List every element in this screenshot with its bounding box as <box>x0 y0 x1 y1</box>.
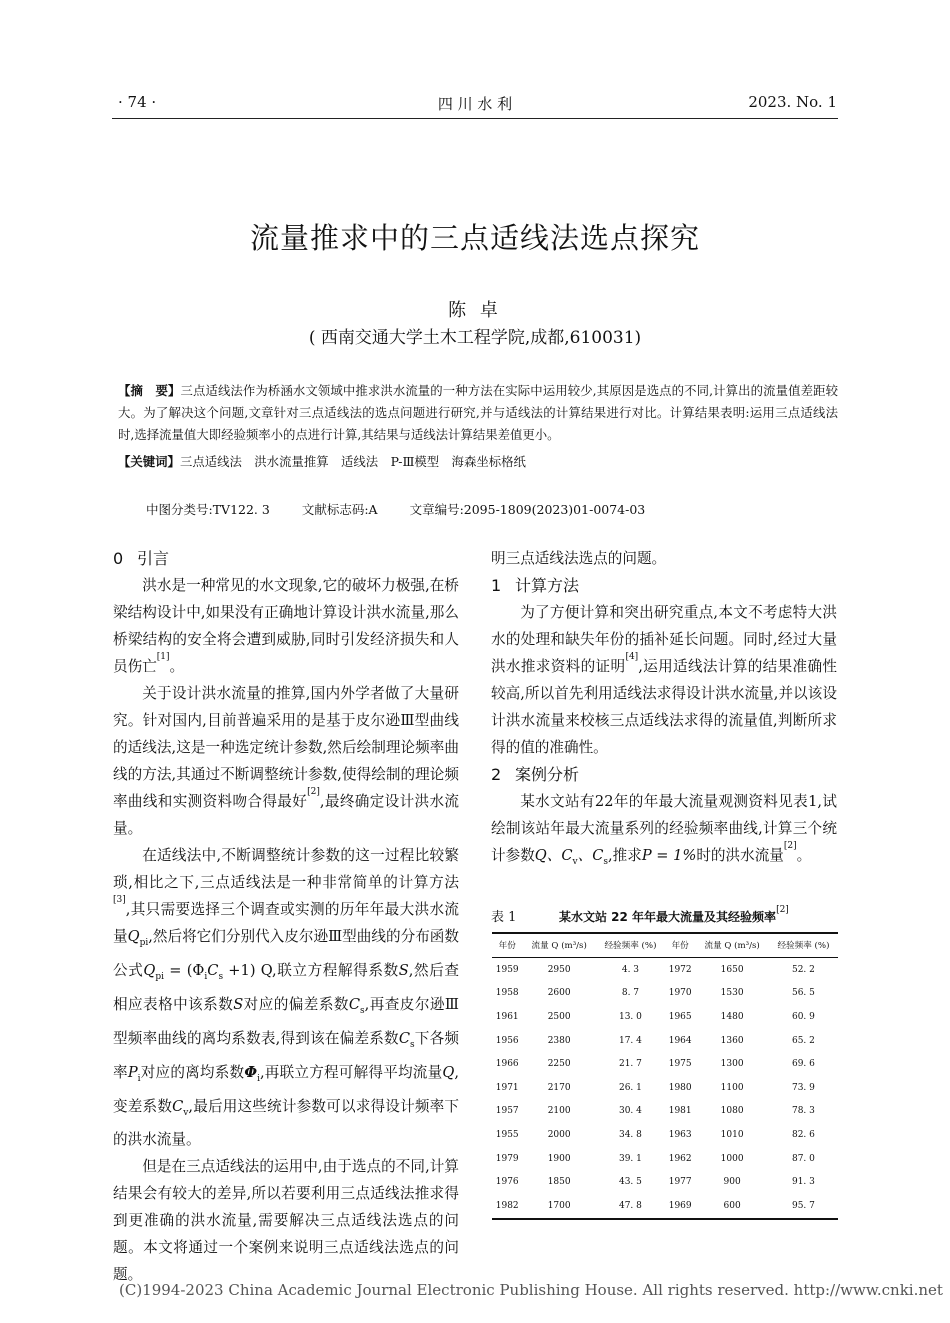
table-cell: 1961 <box>495 1011 519 1022</box>
table-cell: 47. 8 <box>618 1200 642 1211</box>
table-cell: 1300 <box>720 1059 744 1070</box>
table-cell: 1975 <box>668 1059 692 1070</box>
table-cell: 1980 <box>668 1082 692 1093</box>
table-cell: 1971 <box>495 1082 519 1093</box>
table-cell: 1966 <box>495 1059 519 1070</box>
table-cell: 2600 <box>547 988 571 999</box>
table-cell: 2380 <box>547 1035 571 1046</box>
article-title: 流量推求中的三点适线法选点探究 <box>249 221 700 255</box>
table-cell: 52. 2 <box>791 964 815 975</box>
table-cell: 1963 <box>668 1129 692 1140</box>
table-cell: 1080 <box>720 1106 744 1117</box>
table-row <box>492 1100 838 1124</box>
column-header: 流量 Q (m³/s) <box>531 941 587 951</box>
table-cell: 1962 <box>668 1153 692 1164</box>
clc-number: 中图分类号:TV122. 3 <box>146 502 270 517</box>
table-cell: 900 <box>723 1177 741 1188</box>
table-cell: 1981 <box>668 1106 692 1117</box>
table-cell: 1982 <box>495 1200 519 1211</box>
table-cell: 91. 3 <box>791 1177 815 1188</box>
table-cell: 4. 3 <box>621 964 640 975</box>
table-cell: 87. 0 <box>791 1153 815 1164</box>
table-cell: 1957 <box>495 1106 519 1117</box>
table-cell: 1964 <box>668 1035 692 1046</box>
table-cell: 1970 <box>668 988 692 999</box>
table-row <box>492 982 838 1006</box>
table-cell: 1956 <box>495 1035 519 1046</box>
table-cell: 1850 <box>547 1177 571 1188</box>
table-cell: 1955 <box>495 1129 519 1140</box>
table-row <box>492 1194 838 1219</box>
table-cell: 17. 4 <box>618 1035 642 1046</box>
table-cell: 1976 <box>495 1177 519 1188</box>
section-heading: 2 案例分析 <box>491 765 580 784</box>
column-header: 年份 <box>498 941 516 951</box>
table-row <box>492 1052 838 1076</box>
table-cell: 2500 <box>547 1011 571 1022</box>
paragraph: 为了方便计算和突出研究重点,本文不考虑特大洪水的处理和缺失年份的插补延长问题。同时,经过大量洪水推求资料的证明[4],运用适线法计算的结果准确性较高,所以首先利用适线法求得设计洪水流量,并以该设计洪水流量来校核三点适线法求得的流量值,判断所求得的值的准确性。 <box>491 604 837 756</box>
table-row <box>492 1147 838 1171</box>
paragraph: 在适线法中,不断调整统计参数的这一过程比较繁琐,相比之下,三点适线法是一种非常简单的计算方法[3],其只需要选择三个调查或实测的历年年最大洪水流量$Q_{pi}$,然后将它们分别代入皮尔逊Ⅲ型曲线的分布函数公式$Q_{pi} = (\Phi_iC_s +1)$ Q,联立方程解得系数S,然后查相应表格中该系数S对应的偏差系数$C_s$,再查皮尔逊Ⅲ型频率曲线的离均系数表,得到该在偏差系数$C_s$下各频率$P_i$对应的离均系数$\Phi_i$,再联立方程可解得平均流量Q,变差系数$C_v$,最后用这些统计参数可以求得设计频率下的洪水流量。 <box>113 847 459 1149</box>
table-cell: 2000 <box>547 1129 571 1140</box>
author-name: 陈 卓 <box>448 300 502 321</box>
table-row <box>492 1029 838 1053</box>
table-cell: 2100 <box>547 1106 571 1117</box>
section-heading: 0 引言 <box>113 549 170 568</box>
table-cell: 1530 <box>720 988 744 999</box>
keywords-label: 【关键词】 <box>118 454 180 469</box>
table-cell: 60. 9 <box>791 1011 815 1022</box>
table-cell: 1969 <box>668 1200 692 1211</box>
abstract-label: 【摘 要】 <box>118 383 181 398</box>
page-number: · 74 · <box>118 93 157 111</box>
table-cell: 69. 6 <box>791 1059 815 1070</box>
column-header: 年份 <box>671 941 689 951</box>
table-cell: 65. 2 <box>791 1035 815 1046</box>
column-header: 经验频率 (%) <box>777 941 830 951</box>
table-cell: 2950 <box>547 964 571 975</box>
table-header-row <box>492 933 838 958</box>
column-header: 流量 Q (m³/s) <box>704 941 760 951</box>
document-code: 文献标志码:A <box>301 502 378 517</box>
table-row <box>492 1005 838 1029</box>
right-column <box>491 545 837 876</box>
table-row <box>492 958 838 982</box>
table-cell: 82. 6 <box>791 1129 815 1140</box>
table-cell: 1000 <box>720 1153 744 1164</box>
table-cell: 73. 9 <box>791 1082 815 1093</box>
table-cell: 1650 <box>720 964 744 975</box>
table-cell: 26. 1 <box>618 1082 642 1093</box>
table-cell: 39. 1 <box>618 1153 642 1164</box>
table-cell: 1010 <box>720 1129 744 1140</box>
table-cell: 21. 7 <box>618 1059 642 1070</box>
table-cell: 1900 <box>547 1153 571 1164</box>
table-cell: 1700 <box>547 1200 571 1211</box>
abstract-text: 三点适线法作为桥涵水文领域中推求洪水流量的一种方法在实际中运用较少,其原因是选点的不同,计算出的流量值差距较大。为了解决这个问题,文章针对三点适线法的选点问题进行研究,并与适线法的计算结果进行对比。计算结果表明:运用三点适线法时,选择流量值大即经验频率小的点进行计算,其结果与适线法计算结果差值更小。 <box>118 383 838 442</box>
abstract <box>118 380 838 446</box>
table-cell: 1100 <box>720 1082 744 1093</box>
copyright-footer: (C)1994-2023 China Academic Journal Electronic Publishing House. All rights reserved. http://www.cnki.net <box>119 1281 943 1299</box>
table-cell: 1979 <box>495 1153 519 1164</box>
table-cell: 1360 <box>720 1035 744 1046</box>
paragraph: 某水文站有22年的年最大流量观测资料见表1,试绘制该站年最大流量系列的经验频率曲线,计算三个统计参数Q、$C_v$、$C_s$,推求P = 1%时的洪水流量[2]。 <box>491 793 837 867</box>
table-caption: 表 1 某水文站 22 年年最大流量及其经验频率[2] <box>491 905 789 925</box>
table-cell: 30. 4 <box>618 1106 642 1117</box>
table-cell: 43. 5 <box>618 1177 642 1188</box>
table-cell: 1972 <box>668 964 692 975</box>
paragraph: 洪水是一种常见的水文现象,它的破坏力极强,在桥梁结构设计中,如果没有正确地计算设计洪水流量,那么桥梁结构的安全将会遭到威胁,同时引发经济损失和人员伤亡[1]。 <box>113 577 459 675</box>
keywords-text: 三点适线法 洪水流量推算 适线法 P-Ⅲ模型 海森坐标格纸 <box>179 454 526 469</box>
table-cell: 1958 <box>495 988 519 999</box>
table-cell: 95. 7 <box>791 1200 815 1211</box>
paragraph-continuation: 明三点适线法选点的问题。 <box>491 550 667 567</box>
flow-frequency-table <box>492 932 838 1220</box>
table-cell: 1977 <box>668 1177 692 1188</box>
paragraph: 关于设计洪水流量的推算,国内外学者做了大量研究。针对国内,目前普遍采用的是基于皮尔逊Ⅲ型曲线的适线法,这是一种选定统计参数,然后绘制理论频率曲线的方法,其通过不断调整统计参数,使得绘制的理论频率曲线和实测资料吻合得最好[2],最终确定设计洪水流量。 <box>113 685 459 837</box>
section-heading: 1 计算方法 <box>491 576 580 595</box>
table-row <box>492 1076 838 1100</box>
column-header: 经验频率 (%) <box>604 941 657 951</box>
left-column <box>113 545 459 1284</box>
table-cell: 8. 7 <box>621 988 640 999</box>
table-cell: 13. 0 <box>618 1011 642 1022</box>
keywords <box>118 451 838 473</box>
table-cell: 1480 <box>720 1011 744 1022</box>
header-rule <box>112 118 838 119</box>
table-cell: 56. 5 <box>791 988 815 999</box>
table-cell: 78. 3 <box>791 1106 815 1117</box>
table-cell: 2170 <box>547 1082 571 1093</box>
table-row <box>492 1123 838 1147</box>
paragraph: 但是在三点适线法的运用中,由于选点的不同,计算结果会有较大的差异,所以若要利用三点适线法推求得到更准确的洪水流量,需要解决三点适线法选点的问题。本文将通过一个案例来说明三点适线法选点的问题。 <box>113 1158 459 1284</box>
table-row <box>492 1170 838 1194</box>
table-cell: 2250 <box>547 1059 571 1070</box>
article-number: 文章编号:2095-1809(2023)01-0074-03 <box>409 502 646 517</box>
table-cell: 1959 <box>495 964 519 975</box>
classification-line <box>146 500 673 518</box>
table-cell: 1965 <box>668 1011 692 1022</box>
table-cell: 34. 8 <box>618 1129 642 1140</box>
issue-number: 2023. No. 1 <box>748 93 837 111</box>
author-affiliation: ( 西南交通大学土木工程学院,成都,610031) <box>308 328 642 348</box>
table-cell: 600 <box>723 1200 741 1211</box>
journal-name: 四 川 水 利 <box>437 95 513 113</box>
